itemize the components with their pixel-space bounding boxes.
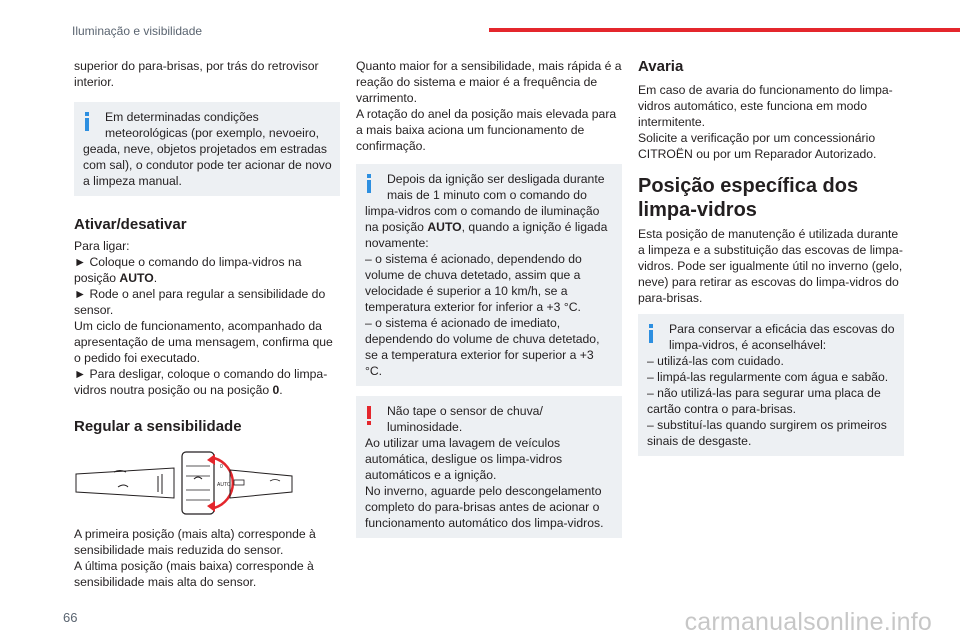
- column-right: [638, 58, 904, 456]
- instruction-line: ► Para desligar, coloque o comando do limpa-vidros noutra posição ou na posição 0.: [74, 367, 328, 397]
- paragraph: Em caso de avaria do funcionamento do limpa-vidros automático, este funciona em modo intermitente.: [638, 83, 893, 129]
- info-icon: [649, 324, 653, 341]
- heading-posicao: Posição específica dos limpa-vidros: [638, 175, 859, 221]
- warning-note: [356, 396, 622, 538]
- paragraph: Esta posição de manutenção é utilizada durante a limpeza e a substituição das escovas de limpa-vidros. Pode ser igualmente útil no inverno (gelo, neve) para retirar as escovas do limpa-vidros do para-brisas.: [638, 227, 903, 305]
- info-note: [356, 164, 622, 386]
- instruction-line: ► Rode o anel para regular a sensibilidade do sensor.: [74, 287, 326, 317]
- paragraph: A primeira posição (mais alta) corresponde à sensibilidade mais reduzida do sensor.: [74, 527, 316, 557]
- note-text: limpa-vidros com o comando de iluminação na posição AUTO, quando a ignição é ligada novamente:: [365, 204, 608, 250]
- zero-label: 0: [220, 464, 223, 470]
- info-note: [638, 314, 904, 456]
- note-first-line: Para conservar a eficácia das escovas do limpa-vidros, é aconselhável:: [669, 322, 895, 352]
- instruction-line: Um ciclo de funcionamento, acompanhado da apresentação de uma mensagem, confirma que o pedido foi executado.: [74, 319, 333, 365]
- section-header-title: Iluminação e visibilidade: [72, 24, 203, 38]
- warning-icon: [367, 406, 371, 423]
- note-text: – limpá-las regularmente com água e sabão.: [647, 370, 889, 384]
- watermark: carmanualsonline.info: [684, 608, 932, 636]
- instruction-line: Para ligar:: [74, 239, 130, 253]
- auto-label: AUTO: [217, 482, 231, 488]
- note-first-line: Não tape o sensor de chuva/ luminosidade.: [387, 404, 543, 434]
- note-text: – o sistema é acionado, dependendo do volume de chuva detetado, assim que a velocidade é superior a 10 km/h, se a temperatura exterior for inferior a +3 °C.: [365, 252, 582, 314]
- heading-avaria: Avaria: [638, 58, 684, 75]
- paragraph: Solicite a verificação por um concessionário CITROËN ou por um Reparador Autorizado.: [638, 131, 877, 161]
- paragraph: Quanto maior for a sensibilidade, mais rápida é a reação do sistema e maior é a frequência de varrimento.: [356, 59, 622, 105]
- info-note: [74, 102, 340, 196]
- note-text: – substituí-las quando surgirem os primeiros sinais de desgaste.: [647, 418, 887, 448]
- note-text: – não utilizá-las para segurar uma placa de cartão contra o para-brisas.: [647, 386, 881, 416]
- header-accent-bar: [489, 28, 960, 32]
- note-text: geada, neve, objetos projetados em estradas com sal), o condutor pode ter acionar de novo a limpeza manual.: [83, 142, 332, 188]
- heading-sensitivity: Regular a sensibilidade: [74, 418, 242, 435]
- paragraph: A última posição (mais baixa) corresponde à sensibilidade mais alta do sensor.: [74, 559, 314, 589]
- paragraph: A rotação do anel da posição mais elevada para a mais baixa aciona um funcionamento de confirmação.: [356, 107, 617, 153]
- note-first-line: Em determinadas condições meteorológicas (por exemplo, nevoeiro,: [105, 110, 320, 140]
- paragraph: superior do para-brisas, por trás do retrovisor interior.: [74, 59, 319, 89]
- instruction-line: ► Coloque o comando do limpa-vidros na posição AUTO.: [74, 255, 302, 285]
- note-text: – o sistema é acionado de imediato, dependendo do volume de chuva detetado, se a temperatura exterior for superior a +3 °C.: [365, 316, 600, 378]
- column-left: [74, 58, 340, 590]
- note-text: Ao utilizar uma lavagem de veículos automática, desligue os limpa-vidros automáticos e a ignição.: [365, 436, 563, 482]
- activate-instructions: [74, 238, 340, 398]
- column-middle: [356, 58, 622, 538]
- note-first-line: Depois da ignição ser desligada durante mais de 1 minuto com o comando do: [387, 172, 605, 202]
- wiper-stalk-diagram: [74, 446, 294, 516]
- note-text: – utilizá-las com cuidado.: [647, 354, 784, 368]
- info-icon: [367, 174, 371, 191]
- info-icon: [85, 112, 89, 129]
- note-text: No inverno, aguarde pelo descongelamento completo do para-brisas antes de acionar o funcionamento automático dos limpa-vidros.: [365, 484, 604, 530]
- heading-activate: Ativar/desativar: [74, 216, 187, 233]
- page-number: 66: [63, 610, 78, 625]
